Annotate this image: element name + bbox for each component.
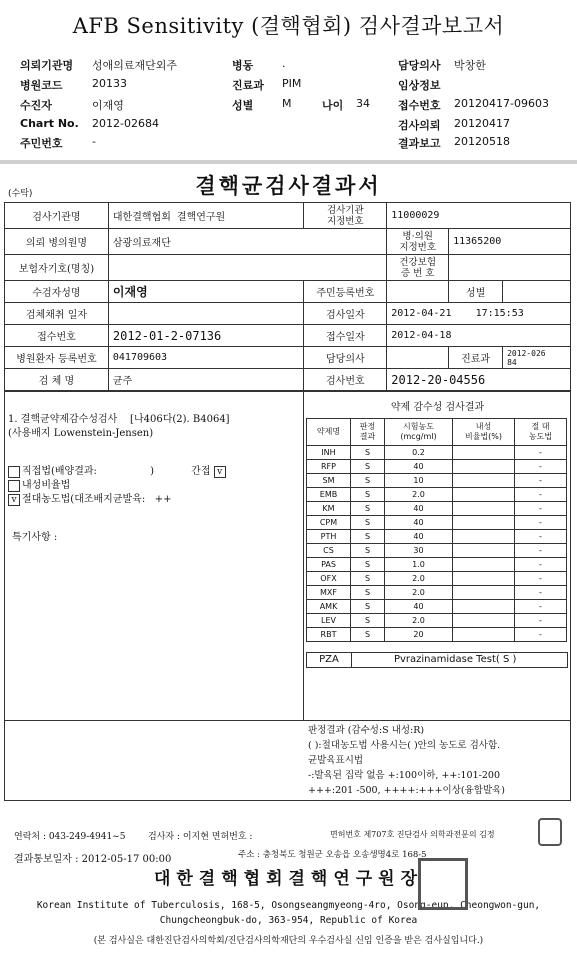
drug-row xyxy=(307,530,567,544)
drug-absolute-cell: - xyxy=(515,600,567,614)
drug-name-cell: OFX xyxy=(307,572,351,586)
value-patient-name: 이재영 xyxy=(108,281,303,303)
value-rrn xyxy=(387,281,449,303)
method-line2: (사용배지 Lowenstein-Jensen) xyxy=(8,428,154,439)
drug-row xyxy=(307,586,567,600)
absolute-conc-value: ++ xyxy=(154,494,172,505)
value-req-hosp: 삼광의료재단 xyxy=(108,229,386,255)
institute-name: 대한결핵협회결핵연구원장 xyxy=(153,869,424,889)
drug-sensitivity-table xyxy=(306,418,567,642)
value-insured xyxy=(108,255,386,281)
value-department: PIM xyxy=(282,77,302,90)
drug-absolute-cell: - xyxy=(515,530,567,544)
label-ward: 병동 xyxy=(232,59,254,72)
value-chart-no: 2012-02684 xyxy=(92,117,159,130)
drug-absolute-cell: - xyxy=(515,502,567,516)
value-exam-no: 2012-20-04556 xyxy=(387,369,571,391)
drug-name-cell: PAS xyxy=(307,558,351,572)
drug-name-cell: RBT xyxy=(307,628,351,642)
label-result-date: 결과보고 xyxy=(398,137,441,150)
label-recv-date: 접수일자 xyxy=(304,325,387,347)
drug-row xyxy=(307,544,567,558)
value-report-dept: 2012-026 84 xyxy=(503,347,571,369)
drug-absolute-cell: - xyxy=(515,474,567,488)
value-recv-date: 2012-04-18 xyxy=(387,325,571,347)
drug-header-conc: 시험농도 (mcg/ml) xyxy=(385,419,453,446)
value-doctor: 박창한 xyxy=(454,59,486,72)
drug-ratio-cell xyxy=(453,544,515,558)
certification-note: (본 검사실은 대한진단검사의학회/진단검사의학재단의 우수검사실 신임 인증을 받은 검사실입니다.) xyxy=(93,936,484,946)
drug-ratio-cell xyxy=(453,558,515,572)
drug-result-cell: S xyxy=(351,474,385,488)
value-requesting-org: 성애의료재단외주 xyxy=(92,59,178,72)
drug-absolute-cell: - xyxy=(515,488,567,502)
label-age: 나이 xyxy=(322,99,344,112)
label-chart-no: Chart No. xyxy=(20,117,79,130)
address-en-line2: Chungcheongbuk-do, 363-954, Republic of Korea xyxy=(159,915,418,926)
drug-conc-cell: 40 xyxy=(385,460,453,474)
label-report-doctor: 담당의사 xyxy=(304,347,387,369)
label-report-dept: 진료과 xyxy=(449,347,503,369)
drug-name-cell: SM xyxy=(307,474,351,488)
drug-name-cell: RFP xyxy=(307,460,351,474)
drug-ratio-cell xyxy=(453,628,515,642)
value-specimen: 균주 xyxy=(108,369,303,391)
value-sex: M xyxy=(282,97,292,110)
label-hospital-code: 병원코드 xyxy=(20,79,63,92)
legend-block xyxy=(308,723,505,798)
label-exam-org: 검사기관명 xyxy=(5,203,109,229)
drug-name-cell: CPM xyxy=(307,516,351,530)
drug-conc-cell: 2.0 xyxy=(385,586,453,600)
drug-result-cell: S xyxy=(351,558,385,572)
label-reg-no: 병원환자 등록번호 xyxy=(5,347,109,369)
drug-row xyxy=(307,488,567,502)
label-resident-no: 주민번호 xyxy=(20,137,63,150)
doctor-seal-stamp xyxy=(538,818,562,846)
footer-examiner: 검사자 : 이지현 면허번호 : xyxy=(148,832,253,842)
drug-absolute-cell: - xyxy=(515,544,567,558)
label-report-sex: 성별 xyxy=(449,281,503,303)
label-patient: 수진자 xyxy=(20,99,52,112)
drug-absolute-cell: - xyxy=(515,614,567,628)
value-health-no xyxy=(449,255,571,281)
drug-conc-cell: 40 xyxy=(385,600,453,614)
value-exam-date: 2012-04-21 xyxy=(391,308,452,319)
drug-row xyxy=(307,502,567,516)
label-patient-name: 수검자성명 xyxy=(5,281,109,303)
value-result-date: 20120518 xyxy=(454,135,510,148)
drug-conc-cell: 2.0 xyxy=(385,572,453,586)
drug-absolute-cell: - xyxy=(515,572,567,586)
value-recv-no: 2012-01-2-07136 xyxy=(108,325,303,347)
drug-name-cell: CS xyxy=(307,544,351,558)
label-specimen: 검 체 명 xyxy=(5,369,109,391)
remarks-label: 특기사항 : xyxy=(12,532,58,543)
drug-row xyxy=(307,614,567,628)
value-age: 34 xyxy=(356,97,370,110)
legend-line: ( ):절대농도법 사용시는( )안의 농도로 검사함. xyxy=(308,740,501,751)
report-title: 결핵균검사결과서 xyxy=(195,173,382,198)
drug-ratio-cell xyxy=(453,488,515,502)
drug-row xyxy=(307,600,567,614)
address-en-line1: Korean Institute of Tuberculosis, 168-5, Osongseangmyeong-4ro, Osong-eup, Cheongwon-gun, xyxy=(36,900,541,911)
legend-line: 균발육표시법 xyxy=(308,755,364,766)
absolute-conc-label: 절대농도법(대조배지균발육: xyxy=(22,494,146,505)
label-insured: 보험자기호(명칭) xyxy=(5,255,109,281)
drug-ratio-cell xyxy=(453,600,515,614)
report-header-title: AFB Sensitivity (결핵협회) 검사결과보고서 xyxy=(72,14,505,38)
drug-name-cell: KM xyxy=(307,502,351,516)
direct-method-label: 직접법(배양결과: xyxy=(22,466,97,477)
label-exam-org-no: 검사기관 지정번호 xyxy=(304,203,387,229)
label-exam-date: 검사일자 xyxy=(304,303,387,325)
direct-method-close: ) xyxy=(150,466,154,477)
drug-absolute-cell: - xyxy=(515,586,567,600)
label-req-hosp: 의뢰 병의원명 xyxy=(5,229,109,255)
drug-row xyxy=(307,558,567,572)
drug-absolute-cell: - xyxy=(515,558,567,572)
resistance-ratio-label: 내성비율법 xyxy=(22,480,71,491)
drug-row xyxy=(307,460,567,474)
method-code: [나406다(2). B4064] xyxy=(130,414,230,425)
drug-result-cell: S xyxy=(351,628,385,642)
drug-result-cell: S xyxy=(351,600,385,614)
footer-contact: 연락처 : 043-249-4941~5 xyxy=(14,832,126,842)
drug-conc-cell: 2.0 xyxy=(385,614,453,628)
drug-ratio-cell xyxy=(453,530,515,544)
drug-result-cell: S xyxy=(351,516,385,530)
drug-ratio-cell xyxy=(453,460,515,474)
drug-header-absolute: 절 대 농도법 xyxy=(515,419,567,446)
value-hosp-no: 11365200 xyxy=(449,229,571,255)
drug-conc-cell: 2.0 xyxy=(385,488,453,502)
drug-conc-cell: 40 xyxy=(385,516,453,530)
drug-name-cell: MXF xyxy=(307,586,351,600)
drug-row xyxy=(307,474,567,488)
drug-name-cell: AMK xyxy=(307,600,351,614)
drug-ratio-cell xyxy=(453,516,515,530)
legend-line: -:발육된 집락 없음 +:100이하, ++:101-200 xyxy=(308,770,500,781)
value-patient: 이재영 xyxy=(92,99,124,112)
drug-result-cell: S xyxy=(351,544,385,558)
label-requesting-org: 의뢰기관명 xyxy=(20,59,74,72)
legend-divider xyxy=(4,720,571,721)
value-request-date: 20120417 xyxy=(454,117,510,130)
legend-line: +++:201 -500, ++++:+++이상(융합발육) xyxy=(308,785,506,796)
label-clinical-info: 임상정보 xyxy=(398,79,441,92)
drug-row xyxy=(307,572,567,586)
patient-info-table xyxy=(4,202,571,391)
drug-name-cell: INH xyxy=(307,446,351,460)
drug-header-name: 약제명 xyxy=(307,419,351,446)
footer-license: 면허번호 제707호 진단검사 의학과전문의 김정 xyxy=(330,830,495,839)
drug-absolute-cell: - xyxy=(515,460,567,474)
drug-conc-cell: 1.0 xyxy=(385,558,453,572)
drug-result-cell: S xyxy=(351,614,385,628)
official-seal-stamp xyxy=(418,858,468,910)
drug-name-cell: EMB xyxy=(307,488,351,502)
label-recv-no: 접수번호 xyxy=(5,325,109,347)
drug-conc-cell: 10 xyxy=(385,474,453,488)
drug-row xyxy=(307,446,567,460)
drug-ratio-cell xyxy=(453,446,515,460)
value-resident-no: - xyxy=(92,135,96,148)
drug-ratio-cell xyxy=(453,586,515,600)
drug-result-cell: S xyxy=(351,530,385,544)
drug-row xyxy=(307,628,567,642)
value-exam-org-no: 11000029 xyxy=(387,203,571,229)
label-sex: 성별 xyxy=(232,99,254,112)
drug-header-result: 판정 결과 xyxy=(351,419,385,446)
pza-value: Pvrazinamidase Test( S ) xyxy=(393,654,517,665)
results-divider xyxy=(303,391,304,721)
drug-name-cell: PTH xyxy=(307,530,351,544)
indirect-method-label: 간접 xyxy=(191,466,211,477)
drug-row xyxy=(307,516,567,530)
drug-table-title: 약제 감수성 검사결과 xyxy=(390,402,485,413)
drug-absolute-cell: - xyxy=(515,516,567,530)
indirect-method-checkbox[interactable]: v xyxy=(214,466,226,478)
value-reg-no: 041709603 xyxy=(108,347,303,369)
value-receipt-no: 20120417-09603 xyxy=(454,97,549,110)
drug-ratio-cell xyxy=(453,502,515,516)
drug-conc-cell: 30 xyxy=(385,544,453,558)
drug-conc-cell: 40 xyxy=(385,530,453,544)
label-collect-date: 검체채취 일자 xyxy=(5,303,109,325)
drug-result-cell: S xyxy=(351,572,385,586)
method-line1: 1. 결핵균약제감수성검사 [나406다(2). B4064] xyxy=(8,414,230,425)
absolute-conc-row xyxy=(8,490,172,506)
label-request-date: 검사의뢰 xyxy=(398,119,441,132)
drug-name-cell: LEV xyxy=(307,614,351,628)
value-collect-date xyxy=(108,303,303,325)
consignment-tag: (수탁) xyxy=(8,189,33,199)
drug-absolute-cell: - xyxy=(515,446,567,460)
label-receipt-no: 접수번호 xyxy=(398,99,441,112)
drug-result-cell: S xyxy=(351,446,385,460)
drug-result-cell: S xyxy=(351,502,385,516)
pza-label: PZA xyxy=(307,653,352,667)
drug-header-ratio: 내성 비율법(%) xyxy=(453,419,515,446)
drug-result-cell: S xyxy=(351,586,385,600)
absolute-conc-checkbox[interactable]: v xyxy=(8,494,20,506)
label-doctor: 담당의사 xyxy=(398,59,441,72)
value-exam-time: 17:15:53 xyxy=(475,308,524,319)
footer-address-kr: 주소 : 충청북도 청원군 오송읍 오송생명4로 168-5 xyxy=(238,850,427,860)
drug-result-cell: S xyxy=(351,488,385,502)
drug-result-cell: S xyxy=(351,460,385,474)
value-ward: . xyxy=(282,57,286,70)
value-hospital-code: 20133 xyxy=(92,77,127,90)
label-health-no: 건강보험 증 번 호 xyxy=(387,255,449,281)
drug-absolute-cell: - xyxy=(515,628,567,642)
drug-ratio-cell xyxy=(453,572,515,586)
drug-conc-cell: 0.2 xyxy=(385,446,453,460)
pza-row xyxy=(306,652,568,668)
value-exam-org: 대한결핵협회 결핵연구원 xyxy=(108,203,303,229)
label-department: 진료과 xyxy=(232,79,264,92)
label-rrn: 주민등록번호 xyxy=(304,281,387,303)
drug-conc-cell: 20 xyxy=(385,628,453,642)
drug-conc-cell: 40 xyxy=(385,502,453,516)
label-exam-no: 검사번호 xyxy=(304,369,387,391)
drug-ratio-cell xyxy=(453,474,515,488)
legend-line: 판정결과 (감수성:S 내성:R) xyxy=(308,725,425,736)
value-report-sex xyxy=(503,281,571,303)
label-hosp-no: 병·의원 지정번호 xyxy=(387,229,449,255)
drug-ratio-cell xyxy=(453,614,515,628)
value-report-doctor xyxy=(387,347,449,369)
footer-notice-date: 결과통보일자 : 2012-05-17 00:00 xyxy=(14,854,172,865)
